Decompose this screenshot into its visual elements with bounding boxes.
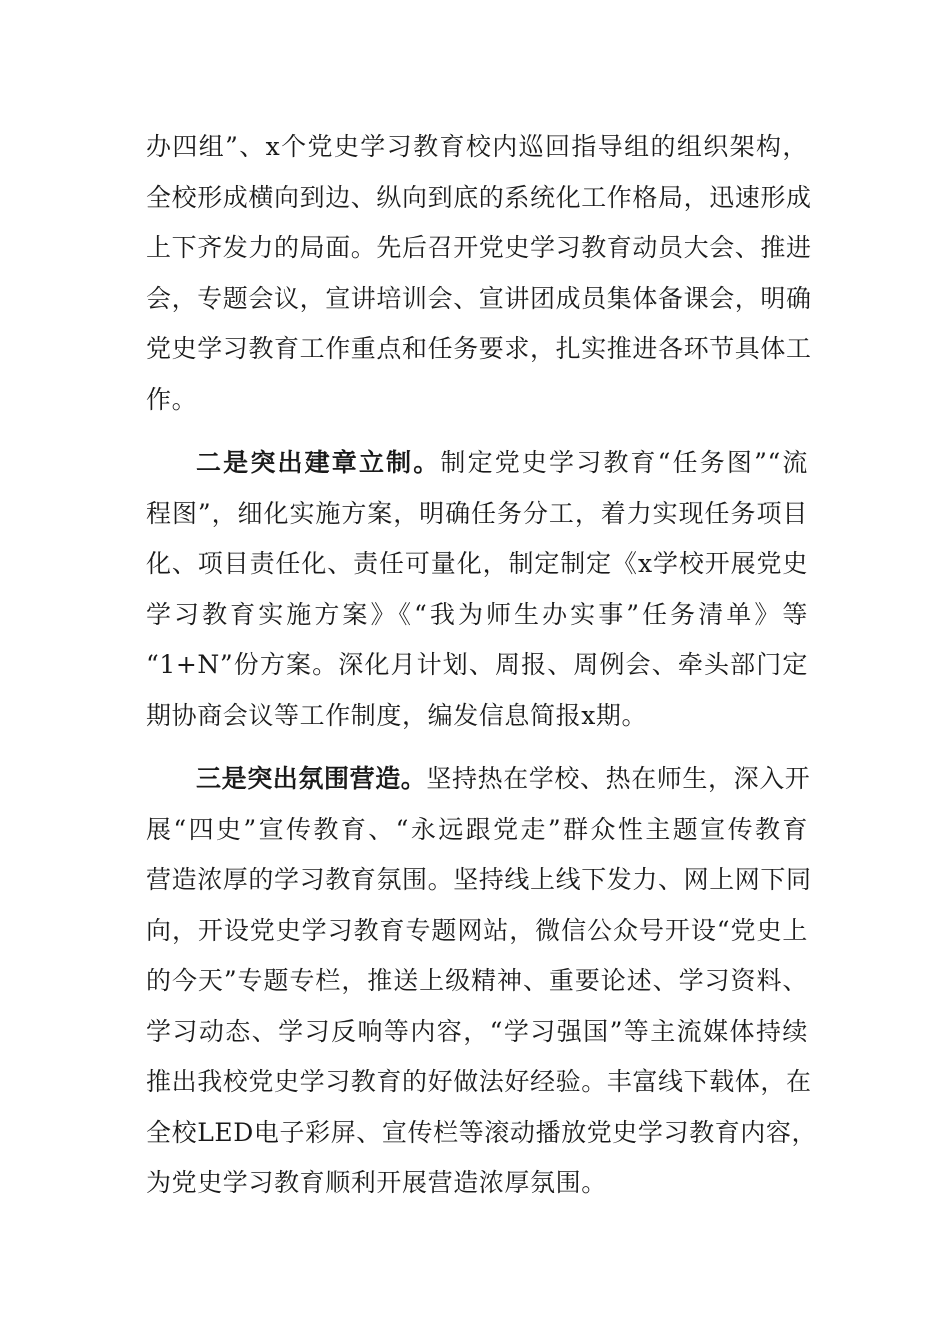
paragraph-line: 推出我校党史学习教育的好做法好经验。丰富线下载体，在 <box>146 1067 812 1096</box>
paragraph-rules <box>146 438 808 741</box>
paragraph-line: 会，专题会议，宣讲培训会、宣讲团成员集体备课会，明确 <box>146 283 812 313</box>
document-body <box>146 122 818 1209</box>
paragraph-line: 期协商会议等工作制度，编发信息简报x期。 <box>146 700 648 730</box>
paragraph-line: 党史学习教育工作重点和任务要求，扎实推进各环节具体工 <box>146 334 812 363</box>
paragraph-line: 上下齐发力的局面。先后召开党史学习教育动员大会、推进 <box>146 233 812 262</box>
paragraph-line: 向，开设党史学习教育专题网站，微信公众号开设“党史上 <box>146 915 808 945</box>
paragraph-line: 全校形成横向到边、纵向到底的系统化工作格局，迅速形成 <box>146 182 812 212</box>
paragraph-line: “1+N”份方案。深化月计划、周报、周例会、牵头部门定 <box>146 650 808 679</box>
paragraph-line: 为党史学习教育顺利开展营造浓厚氛围。 <box>146 1168 607 1197</box>
paragraph-line: 全校LED电子彩屏、宣传栏等滚动播放党史学习教育内容， <box>146 1117 818 1147</box>
paragraph-line: 化、项目责任化、责任可量化，制定制定《x学校开展党史 <box>146 549 808 578</box>
paragraph-line: 营造浓厚的学习教育氛围。坚持线上线下发力、网上网下同 <box>146 865 812 894</box>
paragraph-first-line-text: 制定党史学习教育“任务图”“流 <box>440 448 809 477</box>
paragraph-atmosphere <box>146 754 818 1209</box>
paragraph-line: 办四组”、x个党史学习教育校内巡回指导组的组织架构， <box>146 132 808 161</box>
paragraph-line: 的今天”专题专栏，推送上级精神、重要论述、学习资料、 <box>146 966 808 995</box>
paragraph-line: 展“四史”宣传教育、“永远跟党走”群众性主题宣传教育 <box>146 814 808 844</box>
paragraph-organization <box>146 122 812 425</box>
paragraph-line: 学习动态、学习反响等内容，“学习强国”等主流媒体持续 <box>146 1016 808 1046</box>
paragraph-line: 程图”，细化实施方案，明确任务分工，着力实现任务项目 <box>146 498 808 528</box>
paragraph-line: 学习教育实施方案》《“我为师生办实事”任务清单》等 <box>146 599 808 629</box>
paragraph-first-line-text: 坚持热在学校、热在师生，深入开 <box>426 764 811 793</box>
paragraph-heading: 三是突出氛围营造。 <box>196 764 427 793</box>
paragraph-line: 作。 <box>146 384 198 414</box>
paragraph-first-line <box>146 438 808 489</box>
paragraph-first-line <box>146 754 811 805</box>
paragraph-heading: 二是突出建章立制。 <box>196 448 441 477</box>
